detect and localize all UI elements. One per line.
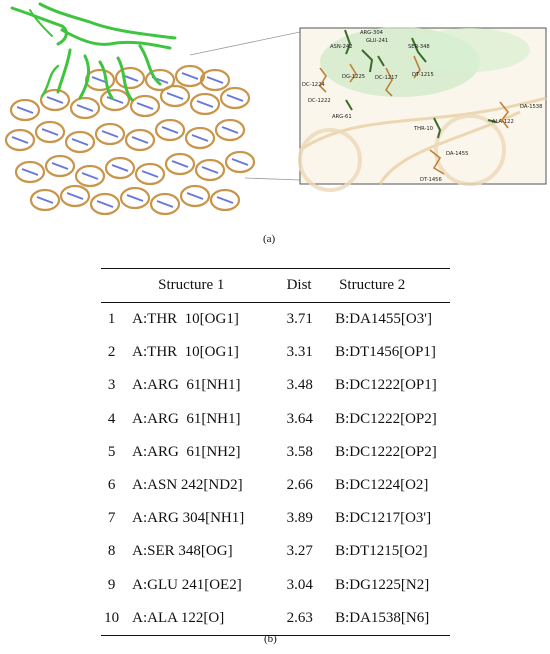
dist-cell: 3.89 xyxy=(286,510,313,527)
dna-base-pair xyxy=(232,159,248,165)
dna-base-pair xyxy=(222,127,238,133)
row-index: 7 xyxy=(107,510,116,527)
table-row xyxy=(101,369,450,402)
dna-base-pair xyxy=(202,167,218,173)
dna-base-pair xyxy=(97,201,113,207)
dna-base-pair xyxy=(182,73,198,79)
table-row xyxy=(101,303,450,337)
interaction-inset xyxy=(300,27,546,190)
inset-label: DT-1456 xyxy=(420,177,442,183)
dist-cell: 3.27 xyxy=(286,543,313,560)
dna-base-pair xyxy=(162,127,178,133)
dna-base-pair xyxy=(107,97,123,103)
dna-base-pair xyxy=(52,163,68,169)
dna-base-pair xyxy=(167,93,183,99)
dna-base-pair xyxy=(157,201,173,207)
dist-cell: 3.48 xyxy=(286,377,313,394)
row-index: 6 xyxy=(107,477,116,494)
dna-base-pair xyxy=(127,195,143,201)
row-index: 3 xyxy=(107,377,116,394)
structure2-cell: B:DC1222[OP1] xyxy=(335,377,437,394)
dna-base-pair xyxy=(227,95,243,101)
inset-label: GLU-241 xyxy=(366,38,389,44)
dna-base-pair xyxy=(17,107,33,113)
table-header-row xyxy=(101,269,450,303)
dna-base-pair xyxy=(192,135,208,141)
table-row xyxy=(101,502,450,535)
structure2-cell: B:DT1215[O2] xyxy=(335,543,428,560)
molecular-structure-figure xyxy=(0,0,550,230)
structure2-cell: B:DC1222[OP2] xyxy=(335,410,437,427)
dna-base-pair xyxy=(137,103,153,109)
dna-base-pair xyxy=(187,193,203,199)
dna-base-pair xyxy=(42,129,58,135)
structure1-cell: A:ARG 61[NH2] xyxy=(132,443,241,460)
protein-ribbon xyxy=(12,4,175,100)
inset-label: ARG-304 xyxy=(360,30,383,36)
dna-base-pair xyxy=(22,169,38,175)
row-index: 9 xyxy=(107,576,116,593)
dna-base-pair xyxy=(197,101,213,107)
figure-caption-b: (b) xyxy=(264,633,277,645)
dna-base-pair xyxy=(142,171,158,177)
structure2-cell: B:DA1455[O3'] xyxy=(335,311,432,328)
dna-base-pair xyxy=(217,197,233,203)
figure-caption-a: (a) xyxy=(263,233,276,245)
dist-cell: 3.31 xyxy=(286,344,313,361)
dna-base-pair xyxy=(172,161,188,167)
interaction-table xyxy=(101,268,450,636)
row-index: 10 xyxy=(104,609,120,626)
table-row xyxy=(101,469,450,502)
inset-label: SER-348 xyxy=(408,44,430,50)
dist-cell: 3.04 xyxy=(286,576,313,593)
inset-label: DC-1217 xyxy=(375,75,398,81)
structure1-cell: A:ARG 61[NH1] xyxy=(132,377,241,394)
table-row xyxy=(101,569,450,602)
inset-label: ARG-61 xyxy=(332,114,352,120)
dna-base-pair xyxy=(72,139,88,145)
inset-label: DG-1225 xyxy=(342,74,366,80)
inset-label: DC-1224 xyxy=(302,82,325,88)
header-index xyxy=(101,269,122,303)
dna-base-pair xyxy=(132,137,148,143)
structure2-cell: B:DT1456[OP1] xyxy=(335,344,436,361)
structure1-cell: A:THR 10[OG1] xyxy=(132,344,239,361)
structure1-cell: A:ARG 304[NH1] xyxy=(132,510,245,527)
table-row xyxy=(101,336,450,369)
table-row xyxy=(101,436,450,469)
dna-base-pair xyxy=(47,97,63,103)
row-index: 1 xyxy=(107,311,116,328)
dist-cell: 3.58 xyxy=(286,443,313,460)
structure2-cell: B:DC1222[OP2] xyxy=(335,443,437,460)
structure2-cell: B:DG1225[N2] xyxy=(335,576,430,593)
dist-cell: 3.71 xyxy=(286,311,313,328)
table-row xyxy=(101,403,450,436)
structure1-cell: A:SER 348[OG] xyxy=(132,543,233,560)
structure2-cell: B:DC1224[O2] xyxy=(335,477,429,494)
dna-base-pair xyxy=(12,137,28,143)
inset-label: ALA-122 xyxy=(492,119,514,125)
dna-base-pair xyxy=(67,193,83,199)
row-index: 4 xyxy=(107,410,116,427)
structure1-cell: A:GLU 241[OE2] xyxy=(132,576,242,593)
dna-base-pair xyxy=(207,77,223,83)
inset-label: DC-1222 xyxy=(308,98,331,104)
header-structure1: Structure 1 xyxy=(158,277,225,293)
inset-label: DA-1455 xyxy=(446,151,469,157)
row-index: 5 xyxy=(107,443,116,460)
inset-label: ASN-242 xyxy=(330,44,353,50)
inset-label: DA-1538 xyxy=(520,104,543,110)
dna-base-pair xyxy=(77,105,93,111)
structure1-cell: A:ASN 242[ND2] xyxy=(132,477,243,494)
structure2-cell: B:DC1217[O3'] xyxy=(335,510,432,527)
header-dist: Dist xyxy=(286,277,312,293)
inset-label: THR-10 xyxy=(414,126,433,132)
dist-cell: 2.66 xyxy=(286,477,313,494)
structure1-cell: A:ARG 61[NH1] xyxy=(132,410,241,427)
row-index: 8 xyxy=(107,543,116,560)
dist-cell: 3.64 xyxy=(286,410,313,427)
row-index: 2 xyxy=(107,344,116,361)
complex-overview xyxy=(6,4,254,214)
dist-cell: 2.63 xyxy=(286,609,313,626)
dna-base-pair xyxy=(82,173,98,179)
table-row xyxy=(101,602,450,636)
dna-base-pair xyxy=(112,165,128,171)
structure1-cell: A:ALA 122[O] xyxy=(132,609,225,626)
dna-base-pair xyxy=(37,197,53,203)
header-structure2: Structure 2 xyxy=(339,277,406,293)
dna-base-pair xyxy=(102,131,118,137)
inset-label: DT-1215 xyxy=(412,72,434,78)
table-row xyxy=(101,535,450,568)
structure1-cell: A:THR 10[OG1] xyxy=(132,311,239,328)
structure2-cell: B:DA1538[N6] xyxy=(335,609,430,626)
